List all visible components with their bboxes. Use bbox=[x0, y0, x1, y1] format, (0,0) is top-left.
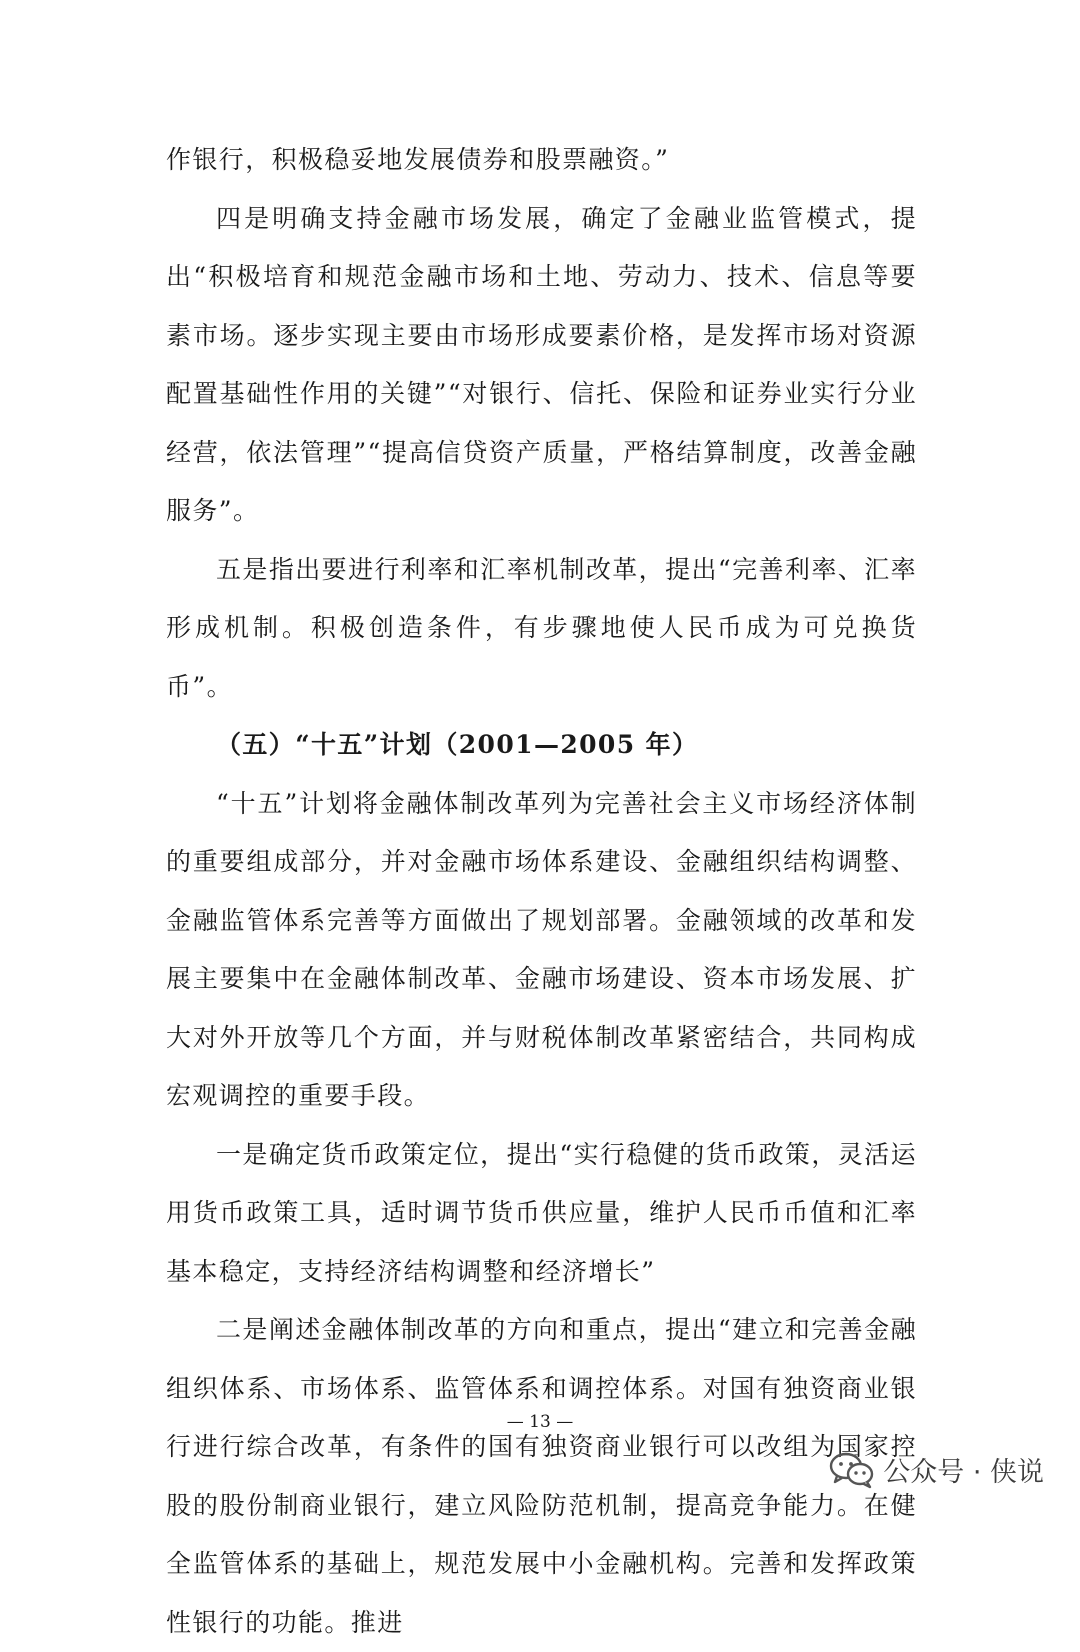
paragraph-plan-overview: “十五”计划将金融体制改革列为完善社会主义市场经济体制的重要组成部分，并对金融市场体系建设、金融组织结构调整、金融监管体系完善等方面做出了规划部署。金融领域的改革和发展主要集中在金融体制改革、金融市场建设、资本市场发展、扩大对外开放等几个方面，并与财税体制改革紧密结合，共同构成宏观调控的重要手段。 bbox=[166, 788, 917, 1110]
paragraph-financial-market: 四是明确支持金融市场发展，确定了金融业监管模式，提出“积极培育和规范金融市场和土地、劳动力、技术、信息等要素市场。逐步实现主要由市场形成要素价格，是发挥市场对资源配置基础性作用的关键”“对银行、信托、保险和证券业实行分业经营，依法管理”“提高信贷资产质量，严格结算制度，改善金融服务”。 bbox=[166, 203, 917, 525]
watermark-text: 公众号 · 侠说 bbox=[883, 1457, 1044, 1488]
watermark bbox=[829, 1450, 1044, 1489]
section-heading: （五）“十五”计划（2001—2005 年） bbox=[216, 730, 699, 759]
wechat-icon bbox=[829, 1451, 875, 1489]
paragraph-reform-direction: 二是阐述金融体制改革的方向和重点，提出“建立和完善金融组织体系、市场体系、监管体系和调控体系。对国有独资商业银行进行综合改革，有条件的国有独资商业银行可以改组为国家控股的股份制商业银行，建立风险防范机制，提高竞争能力。在健全监管体系的基础上，规范发展中小金融机构。完善和发挥政策性银行的功能。推进 bbox=[166, 1315, 917, 1637]
paragraph-continuation: 作银行，积极稳妥地发展债券和股票融资。” bbox=[166, 145, 670, 174]
paragraph-interest-rate: 五是指出要进行利率和汇率机制改革，提出“完善利率、汇率形成机制。积极创造条件，有步骤地使人民币成为可兑换货币”。 bbox=[166, 554, 917, 701]
page-number: — 13 — bbox=[506, 1412, 574, 1432]
paragraph-monetary-policy: 一是确定货币政策定位，提出“实行稳健的货币政策，灵活运用货币政策工具，适时调节货币供应量，维护人民币币值和汇率基本稳定，支持经济结构调整和经济增长” bbox=[166, 1139, 917, 1286]
